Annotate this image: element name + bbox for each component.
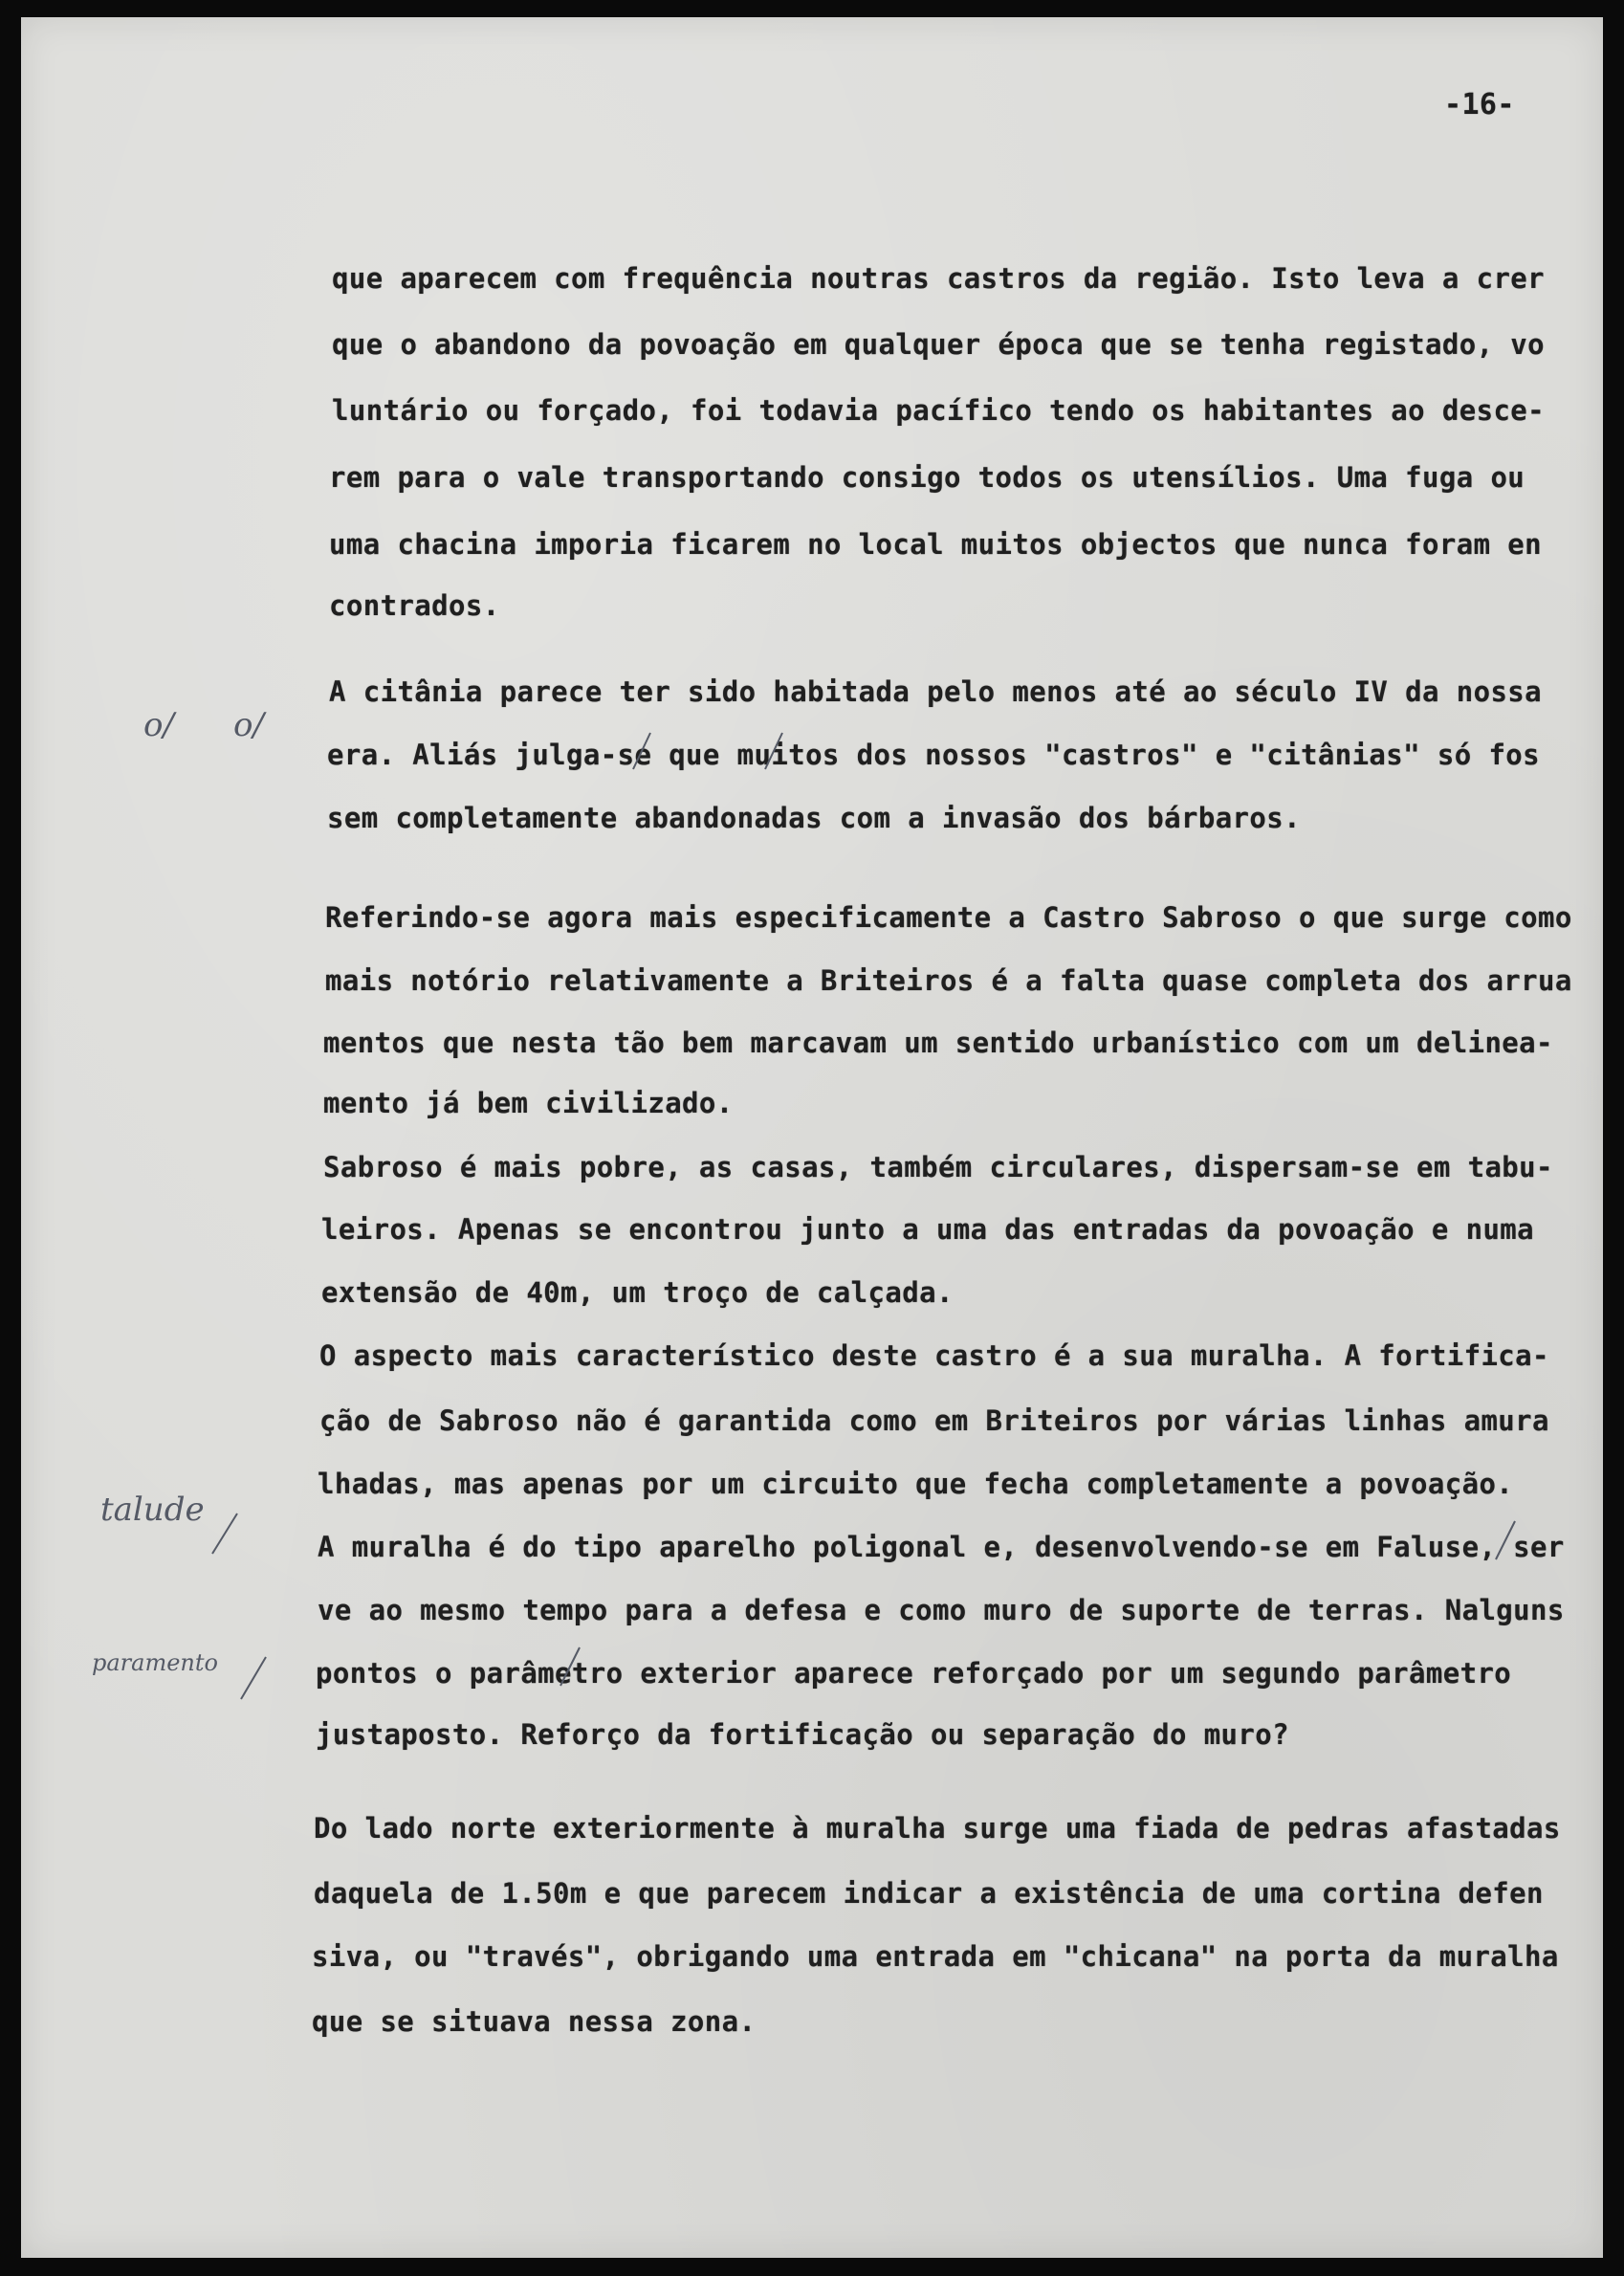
text-line: que o abandono da povoação em qualquer época que se tenha registado, vo: [332, 328, 1546, 361]
text-line: siva, ou "través", obrigando uma entrada em "chicana" na porta da muralha: [312, 1940, 1559, 1973]
correction-mark: [627, 729, 656, 773]
text-line: ve ao mesmo tempo para a defesa e como muro de suporte de terras. Nalguns: [318, 1594, 1565, 1626]
text-line: daquela de 1.50m e que parecem indicar a existência de uma cortina defen: [314, 1877, 1544, 1910]
margin-note-talude: talude: [100, 1491, 205, 1529]
text-line: leiros. Apenas se encontrou junto a uma das entradas da povoação e numa: [321, 1213, 1535, 1246]
text-line: A muralha é do tipo aparelho poligonal e, desenvolvendo-se em Faluse, ser: [318, 1531, 1565, 1563]
text-line: uma chacina imporia ficarem no local muitos objectos que nunca foram en: [329, 528, 1543, 561]
margin-slash-mark: [233, 1653, 272, 1703]
text-line: que se situava nessa zona.: [312, 2005, 757, 2038]
text-line: mais notório relativamente a Briteiros é a falta quase completa dos arrua: [325, 964, 1572, 997]
text-line: Do lado norte exteriormente à muralha surge uma fiada de pedras afastadas: [314, 1812, 1561, 1845]
text-line: Sabroso é mais pobre, as casas, também circulares, dispersam-se em tabu-: [323, 1151, 1553, 1183]
text-line: justaposto. Reforço da fortificação ou separação do muro?: [316, 1718, 1289, 1751]
correction-mark: [555, 1644, 585, 1690]
text-line: luntário ou forçado, foi todavia pacífico tendo os habitantes ao desce-: [332, 394, 1546, 427]
margin-mark: o/: [143, 706, 174, 744]
text-line: que aparecem com frequência noutras castros da região. Isto leva a crer: [332, 262, 1546, 295]
margin-note-paramento: paramento: [92, 1649, 218, 1676]
text-line: contrados.: [329, 589, 500, 622]
text-line: O aspecto mais característico deste castro é a sua muralha. A fortifica-: [319, 1339, 1549, 1372]
margin-mark: o/: [233, 706, 264, 744]
text-line: extensão de 40m, um troço de calçada.: [321, 1276, 954, 1309]
text-line: mento já bem civilizado.: [323, 1087, 734, 1119]
correction-mark: [1490, 1517, 1521, 1563]
text-line: pontos o parâmetro exterior aparece reforçado por um segundo parâmetro: [316, 1657, 1512, 1690]
text-line: Referindo-se agora mais especificamente a Castro Sabroso o que surge como: [325, 901, 1572, 934]
document-page: [21, 17, 1603, 2258]
text-line: A citânia parece ter sido habitada pelo menos até ao século IV da nossa: [329, 675, 1543, 708]
page-number: -16-: [1444, 88, 1515, 122]
correction-mark: [759, 729, 788, 773]
text-line: mentos que nesta tão bem marcavam um sentido urbanístico com um delinea-: [323, 1027, 1553, 1059]
text-line: lhadas, mas apenas por um circuito que fecha completamente a povoação.: [318, 1468, 1514, 1500]
margin-slash-mark: [205, 1510, 243, 1558]
text-line: ção de Sabroso não é garantida como em Briteiros por várias linhas amura: [319, 1404, 1549, 1437]
text-line: era. Aliás julga-se que muitos dos nossos "castros" e "citânias" só fos: [327, 739, 1541, 771]
text-line: sem completamente abandonadas com a invasão dos bárbaros.: [327, 802, 1301, 834]
text-line: rem para o vale transportando consigo todos os utensílios. Uma fuga ou: [329, 461, 1525, 494]
